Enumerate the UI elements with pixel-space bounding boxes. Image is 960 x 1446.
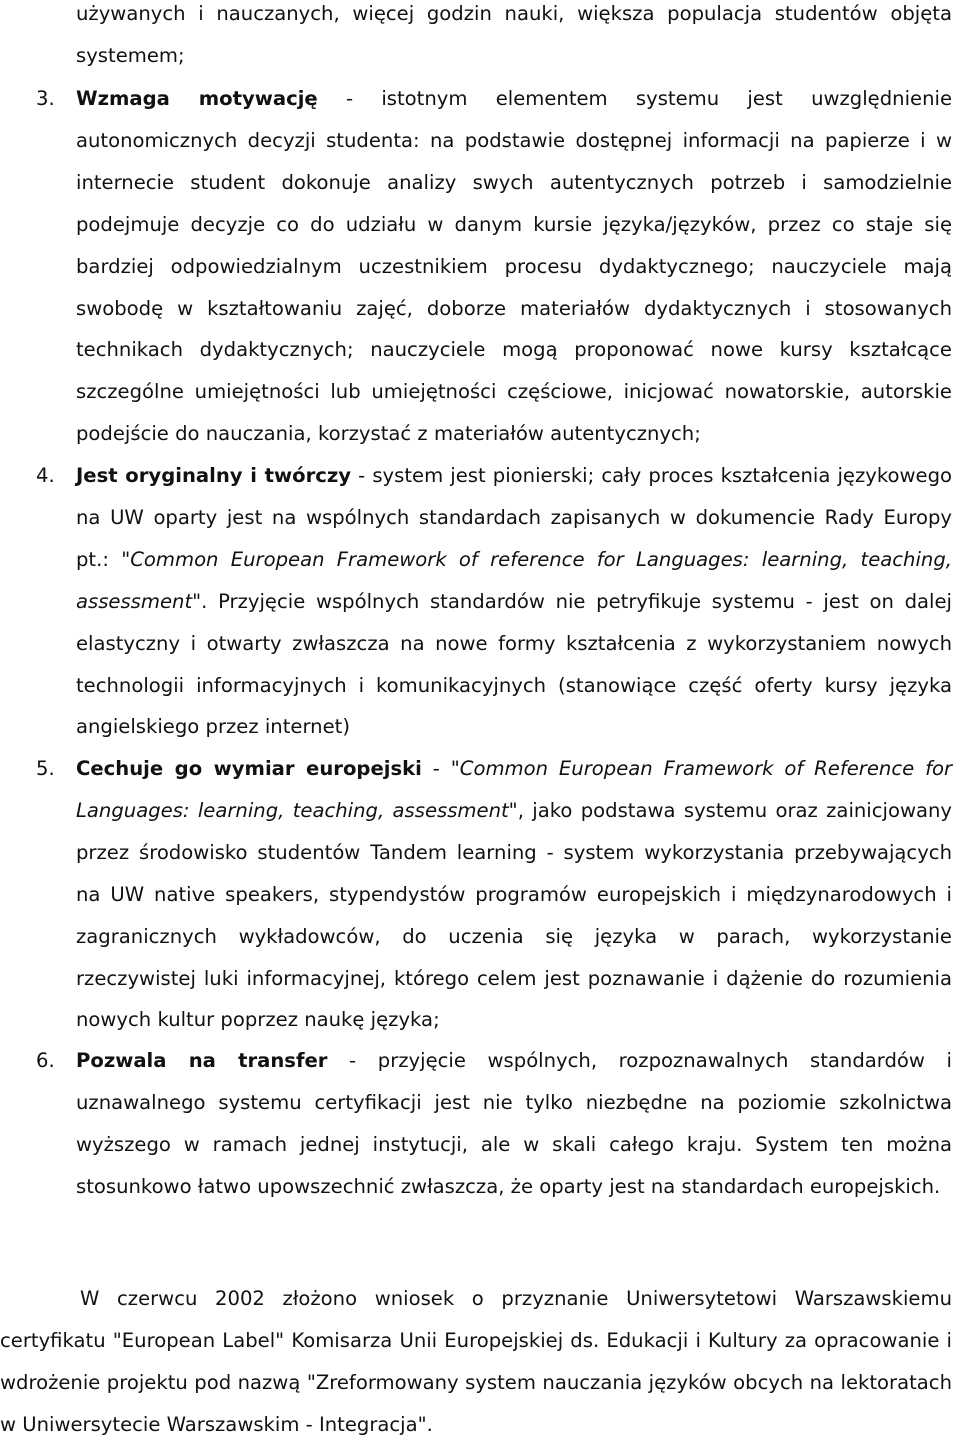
list-number-4: 4. xyxy=(36,464,55,487)
list-item-3-text: - istotnym elementem systemu jest uwzględnienie autonomicznych decyzji studenta: na podstawie dostępnej informacji na papierze i w internecie student dokonuje analizy swych autentycznych potrzeb i samodzielnie podejmuje decyzje co do udziału w danym kursie języka/języków, przez co staje się bardziej odpowiedzialnym uczestnikiem procesu dydaktycznego; nauczyciele mają swobodę w kształtowaniu zajęć, doborze materiałów dydaktycznych i stosowanych technikach dydaktycznych; nauczyciele mogą proponować nowe kursy kształcące szczególne umiejętności lub umiejętności częściowe, inicjować nowatorskie, autorskie podejście do nauczania, korzystać z materiałów autentycznych; xyxy=(76,87,953,446)
list-item-5-title: Cechuje go wymiar europejski xyxy=(76,757,422,780)
list-item-continued: używanych i nauczanych, więcej godzin nauki, większa populacja studentów objęta systemem; xyxy=(76,2,952,67)
list-item-3 xyxy=(76,78,952,455)
list-number-3: 3. xyxy=(36,87,55,110)
list-item-5-text-a: - xyxy=(421,757,451,780)
list-item-5 xyxy=(76,748,952,1041)
list-item-3-title: Wzmaga motywację xyxy=(76,87,318,110)
list-item-6-text: - przyjęcie wspólnych, rozpoznawalnych standardów i uznawalnego systemu certyfikacji jest nie tylko niezbędne na poziomie szkolnictwa wyższego w ramach jednej instytucji, ale w skali całego kraju. System ten można stosunkowo łatwo upowszechnić zwłaszcza, że oparty jest na standardach europejskich. xyxy=(76,1049,953,1198)
list-item-4-text-a: - system jest pionierski; cały proces kształcenia językowego na UW oparty jest na wspólnych standardach zapisanych w dokumencie Rady Europy pt.: xyxy=(76,464,952,571)
list-item-4-title: Jest oryginalny i twórczy xyxy=(76,464,352,487)
list-number-6: 6. xyxy=(36,1049,55,1072)
list-item-5-quote: "Common European Framework of Reference for Languages: learning, teaching, assessment" xyxy=(76,757,953,822)
list-item-6-title: Pozwala na transfer xyxy=(76,1049,328,1072)
list-item-4-text-b: . Przyjęcie wspólnych standardów nie petryfikuje systemu - jest on dalej elastyczny i otwarty zwłaszcza na nowe formy kształcenia z wykorzystaniem nowych technologii informacyjnych i komunikacyjnych (stanowiące część oferty kursy języka angielskiego przez internet) xyxy=(76,589,952,739)
list-item-4-quote: "Common European Framework of reference for Languages: learning, teaching, assessment" xyxy=(76,547,952,613)
list-item-5-text-b: , jako podstawa systemu oraz zainicjowany przez środowisko studentów Tandem learning - system wykorzystania przebywających na UW native speakers, stypendystów programów europejskich i międzynarodowych i zagranicznych wykładowców, do uczenia się języka w parach, wykorzystanie rzeczywistej luki informacyjnej, którego celem jest poznawanie i dążenie do rozumienia nowych kultur poprzez naukę języka; xyxy=(76,798,952,1032)
list-item-4 xyxy=(76,455,952,748)
closing-paragraph: W czerwcu 2002 złożono wniosek o przyznanie Uniwersytetowi Warszawskiemu certyfikatu "European Label" Komisarza Unii Europejskiej ds. Edukacji i Kultury za opracowanie i wdrożenie projektu pod nazwą "Zreformowany system nauczania języków obcych na lektoratach w Uniwersytecie Warszawskim - Integracja". xyxy=(0,1287,952,1436)
list-number-5: 5. xyxy=(36,757,55,780)
list-item-6 xyxy=(76,1040,952,1208)
